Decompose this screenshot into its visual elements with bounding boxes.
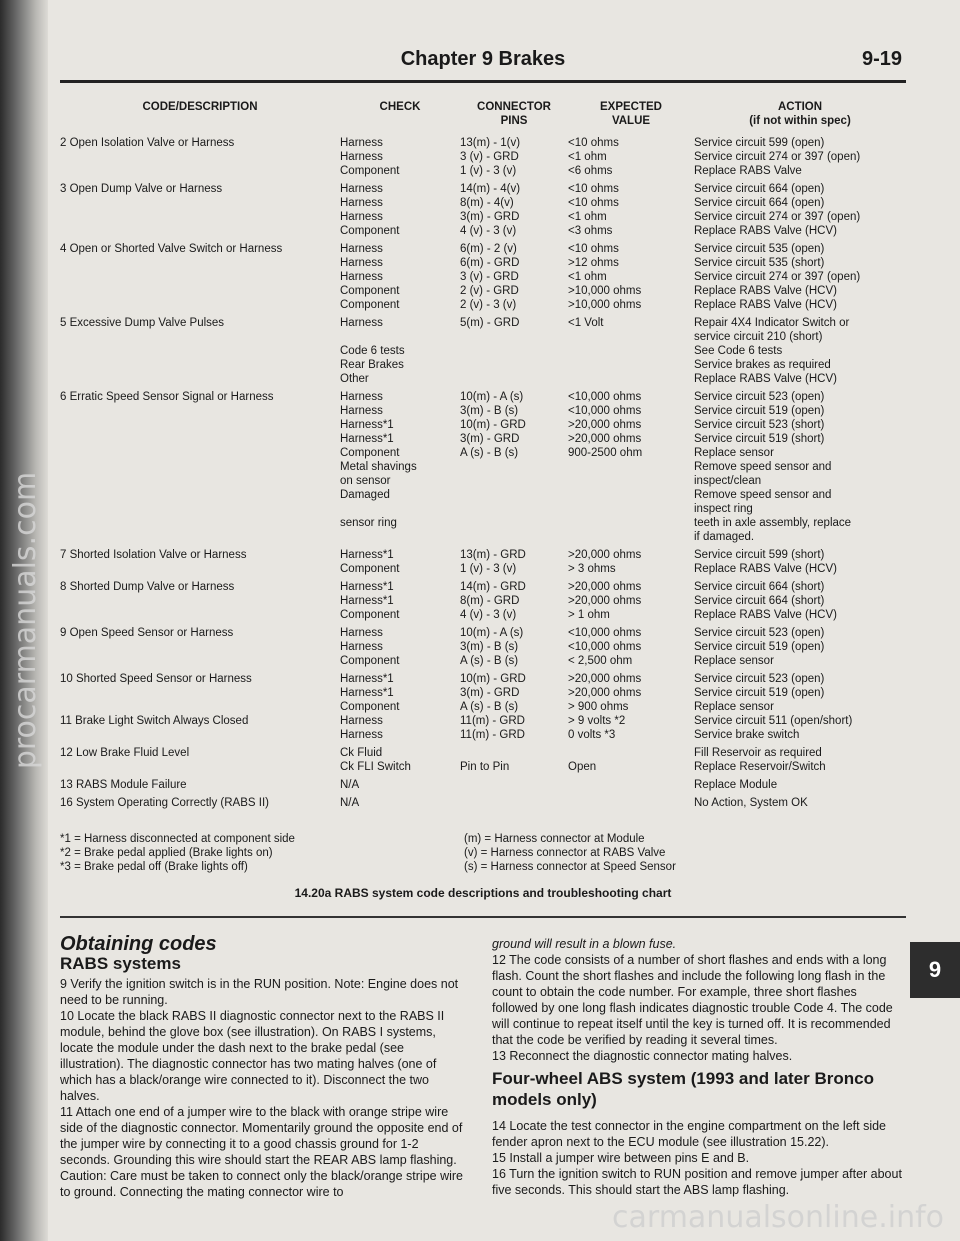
paragraph-11-continued: ground will result in a blown fuse. <box>492 937 677 951</box>
check-cell: N/A <box>340 779 360 791</box>
connector-pins-cell: 13(m) - GRD 1 (v) - 3 (v) <box>460 549 526 575</box>
check-cell: Harness Harness Harness Component Component <box>340 243 400 311</box>
paragraph-9: 9 Verify the ignition switch is in the RUN position. Note: Engine does not need to be running. <box>60 977 459 1007</box>
connector-pins-cell: 10(m) - GRD 3(m) - GRD A (s) - B (s) <box>460 673 526 713</box>
connector-pins-cell: 5(m) - GRD <box>460 317 520 329</box>
code-description: 8 Shorted Dump Valve or Harness <box>60 581 235 593</box>
rabs-code-table <box>60 100 906 810</box>
expected-value-cell: >20,000 ohms >20,000 ohms > 900 ohms <box>568 673 642 713</box>
footnotes-right: (m) = Harness connector at Module (v) = Harness connector at RABS Valve (s) = Harness connector at Speed Sensor <box>464 833 676 873</box>
code-description: 9 Open Speed Sensor or Harness <box>60 627 234 639</box>
table-row <box>60 544 906 576</box>
side-watermark: procarmanuals.com <box>8 471 44 770</box>
table-row <box>60 622 906 668</box>
table-row <box>60 742 906 774</box>
check-cell: Ck Fluid Ck FLI Switch <box>340 747 411 773</box>
subsection-heading: Four-wheel ABS system (1993 and later Bronco models only) <box>492 1069 874 1109</box>
check-cell: Harness Harness Harness Component <box>340 183 400 237</box>
action-cell: Service circuit 664 (short) Service circuit 664 (short) Replace RABS Valve (HCV) <box>694 581 837 621</box>
code-description: 13 RABS Module Failure <box>60 779 187 791</box>
chapter-title: Chapter 9 Brakes <box>400 48 566 70</box>
table-row <box>60 774 906 792</box>
connector-pins-cell: 10(m) - A (s) 3(m) - B (s) 10(m) - GRD 3(m) - GRD A (s) - B (s) <box>460 391 526 459</box>
code-description: 2 Open Isolation Valve or Harness <box>60 137 235 149</box>
bottom-watermark: carmanualsonline.info <box>612 1200 944 1235</box>
expected-value-cell: >20,000 ohms > 3 ohms <box>568 549 642 575</box>
page-header <box>60 44 906 83</box>
expected-value-cell: <10,000 ohms <10,000 ohms >20,000 ohms >20,000 ohms 900-2500 ohm <box>568 391 643 459</box>
action-cell: Service circuit 599 (short) Replace RABS Valve (HCV) <box>694 549 837 575</box>
check-cell: Harness*1 Harness*1 Component <box>340 673 400 713</box>
code-description: 10 Shorted Speed Sensor or Harness <box>60 673 252 685</box>
action-cell: No Action, System OK <box>694 797 808 809</box>
expected-value-cell: <10,000 ohms <10,000 ohms < 2,500 ohm <box>568 627 642 667</box>
chapter-thumb-tab: 9 <box>910 942 960 998</box>
check-cell: Harness*1 Component <box>340 549 400 575</box>
page-number: 9-19 <box>861 48 902 70</box>
expected-value-cell: <1 Volt <box>568 317 604 329</box>
expected-value-cell: Open <box>568 761 597 773</box>
table-row <box>60 792 906 810</box>
table-row <box>60 238 906 312</box>
expected-value-cell: > 9 volts *2 0 volts *3 <box>568 715 626 741</box>
check-cell: Harness*1 Harness*1 Component <box>340 581 400 621</box>
connector-pins-cell: 14(m) - GRD 8(m) - GRD 4 (v) - 3 (v) <box>460 581 526 621</box>
check-cell: N/A <box>340 797 360 809</box>
check-cell: Harness Code 6 tests Rear Brakes Other <box>340 317 405 385</box>
check-cell: Harness Harness <box>340 715 383 741</box>
subsection-heading: RABS systems <box>60 954 181 973</box>
check-cell: Harness Harness Harness*1 Harness*1 Component Metal shavings on sensor Damaged sensor ring <box>340 391 417 529</box>
check-cell: Harness Harness Component <box>340 137 400 177</box>
connector-pins-cell: 6(m) - 2 (v) 6(m) - GRD 3 (v) - GRD 2 (v) - GRD 2 (v) - 3 (v) <box>460 243 520 311</box>
expected-value-cell: <10 ohms <10 ohms <1 ohm <3 ohms <box>568 183 619 237</box>
action-cell: Repair 4X4 Indicator Switch or service circuit 210 (short) See Code 6 tests Service brakes as required Replace RABS Valve (HCV) <box>694 317 850 385</box>
code-description: 12 Low Brake Fluid Level <box>60 747 190 759</box>
connector-pins-cell: 14(m) - 4(v) 8(m) - 4(v) 3(m) - GRD 4 (v) - 3 (v) <box>460 183 521 237</box>
code-description: 4 Open or Shorted Valve Switch or Harness <box>60 243 283 255</box>
footnotes-left: *1 = Harness disconnected at component side *2 = Brake pedal applied (Brake lights on) *3 = Brake pedal off (Brake lights off) <box>60 833 295 873</box>
code-description: 16 System Operating Correctly (RABS II) <box>60 797 269 809</box>
table-row <box>60 312 906 386</box>
expected-value-cell: <10 ohms <1 ohm <6 ohms <box>568 137 619 177</box>
table-row <box>60 178 906 238</box>
connector-pins-cell <box>460 774 568 792</box>
expected-value-cell <box>568 774 694 792</box>
table-row <box>60 668 906 714</box>
table-row <box>60 136 906 178</box>
divider <box>60 916 906 918</box>
paragraph-11: 11 Attach one end of a jumper wire to the black with orange stripe wire side of the diagnostic connector. Momentarily ground the opposite end of the jumper wire by connecting it to a good chassis ground for 1-2 seconds. Grounding this wire should start the REAR ABS lamp flashing. Caution: Care must be taken to connect only the black/orange stripe wire to ground. Connecting the mating connector wire to <box>60 1105 463 1199</box>
column-header: EXPECTED VALUE <box>600 101 662 127</box>
column-header: CODE/DESCRIPTION <box>142 101 258 113</box>
check-cell: Harness Harness Component <box>340 627 400 667</box>
section-heading: Obtaining codes <box>60 933 217 955</box>
expected-value-cell: <10 ohms >12 ohms <1 ohm >10,000 ohms >10,000 ohms <box>568 243 642 311</box>
action-cell: Service circuit 535 (open) Service circuit 535 (short) Service circuit 274 or 397 (open) Replace RABS Valve (HCV) Replace RABS Valve (HCV) <box>694 243 861 311</box>
right-column <box>492 936 906 1198</box>
connector-pins-cell: 11(m) - GRD 11(m) - GRD <box>460 715 525 741</box>
paragraph-16: 16 Turn the ignition switch to RUN position and remove jumper after about five seconds. This should start the ABS lamp flashing. <box>492 1167 902 1197</box>
left-column <box>60 933 465 1200</box>
code-description: 5 Excessive Dump Valve Pulses <box>60 317 225 329</box>
code-description: 11 Brake Light Switch Always Closed <box>60 715 249 727</box>
action-cell: Service circuit 523 (open) Service circuit 519 (open) Replace sensor <box>694 627 825 667</box>
code-description: 6 Erratic Speed Sensor Signal or Harness <box>60 391 274 403</box>
action-cell: Fill Reservoir as required Replace Reservoir/Switch <box>694 747 826 773</box>
action-cell: Service circuit 523 (open) Service circuit 519 (open) Replace sensor <box>694 673 825 713</box>
paragraph-14: 14 Locate the test connector in the engine compartment on the left side fender apron next to the ECU module (see illustration 15.22). <box>492 1119 887 1149</box>
action-cell: Service circuit 511 (open/short) Service brake switch <box>694 715 853 741</box>
action-cell: Service circuit 599 (open) Service circuit 274 or 397 (open) Replace RABS Valve <box>694 137 861 177</box>
connector-pins-cell: 13(m) - 1(v) 3 (v) - GRD 1 (v) - 3 (v) <box>460 137 521 177</box>
table-row <box>60 714 906 742</box>
connector-pins-cell: 10(m) - A (s) 3(m) - B (s) A (s) - B (s) <box>460 627 524 667</box>
column-header: CONNECTOR PINS <box>477 101 551 127</box>
paragraph-12: 12 The code consists of a number of short flashes and ends with a long flash. Count the short flashes and include the following long flash in the count to obtain the code number. For example, three short flashes followed by one long flash indicates diagnostic trouble Code 4. The code will continue to repeat itself until the key is turned off. It is recommended that the code be verified by reading it several times. <box>492 953 893 1047</box>
table-row <box>60 386 906 544</box>
action-cell: Replace Module <box>694 779 778 791</box>
column-header: CHECK <box>379 101 421 113</box>
action-cell: Service circuit 523 (open) Service circuit 519 (open) Service circuit 523 (short) Service circuit 519 (short) Replace sensor Remove speed sensor and inspect/clean Remove speed sensor and inspect ring teeth in axle assembly, replace if damaged. <box>694 391 852 543</box>
expected-value-cell <box>568 792 694 810</box>
code-description: 3 Open Dump Valve or Harness <box>60 183 223 195</box>
expected-value-cell: >20,000 ohms >20,000 ohms > 1 ohm <box>568 581 642 621</box>
connector-pins-cell <box>460 792 568 810</box>
code-description: 7 Shorted Isolation Valve or Harness <box>60 549 247 561</box>
connector-pins-cell: Pin to Pin <box>460 761 510 773</box>
table-row <box>60 576 906 622</box>
paragraph-13: 13 Reconnect the diagnostic connector mating halves. <box>492 1049 793 1063</box>
column-header: ACTION (if not within spec) <box>749 101 851 127</box>
paragraph-10: 10 Locate the black RABS II diagnostic connector next to the RABS II module, behind the glove box (see illustration). On RABS I systems, locate the module under the dash next to the brake pedal (see illustration). The diagnostic connector has two mating halves (one of which has a black/orange wire connected to it). Disconnect the two halves. <box>60 1009 445 1103</box>
figure-caption: 14.20a RABS system code descriptions and troubleshooting chart <box>294 886 672 900</box>
paragraph-15: 15 Install a jumper wire between pins E and B. <box>492 1151 750 1165</box>
action-cell: Service circuit 664 (open) Service circuit 664 (open) Service circuit 274 or 397 (open) Replace RABS Valve (HCV) <box>694 183 861 237</box>
table-header-row <box>60 100 906 136</box>
